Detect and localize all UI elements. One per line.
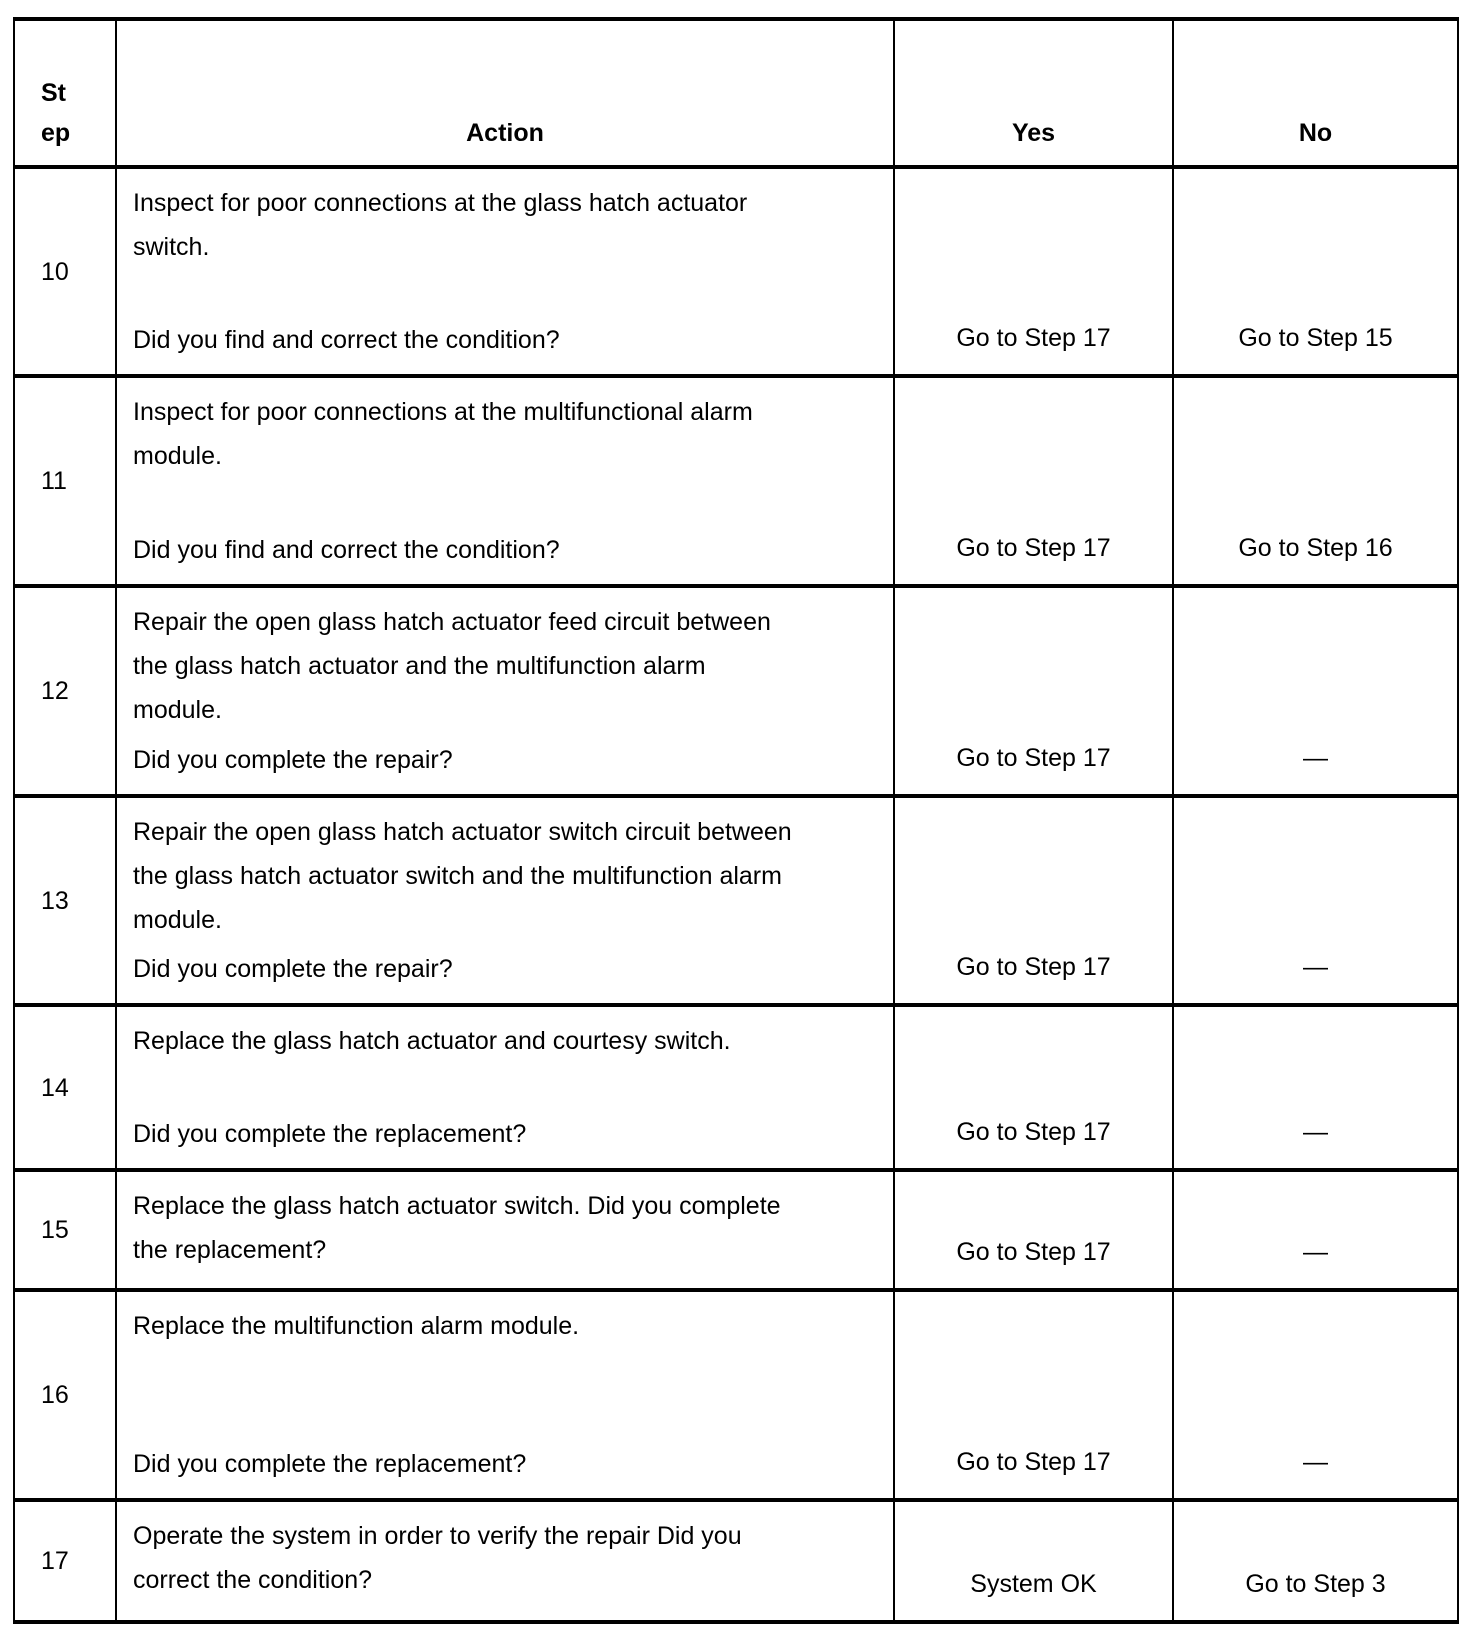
- yes-result: Go to Step 17: [894, 167, 1173, 376]
- no-result: —: [1173, 586, 1458, 796]
- header-yes: Yes: [894, 19, 1173, 167]
- step-number: 15: [14, 1170, 116, 1290]
- table-row: [14, 1500, 1458, 1622]
- yes-result: Go to Step 17: [894, 586, 1173, 796]
- yes-result: System OK: [894, 1500, 1173, 1622]
- action-text: Replace the glass hatch actuator switch. Did you complete the replacement?: [133, 1192, 781, 1264]
- table-row: [14, 796, 1458, 1005]
- step-number: 14: [14, 1005, 116, 1170]
- action-cell: [116, 586, 894, 796]
- no-result: —: [1173, 1005, 1458, 1170]
- action-question: Did you complete the replacement?: [133, 1450, 527, 1478]
- action-question: Did you complete the repair?: [133, 955, 453, 983]
- table-row: [14, 1005, 1458, 1170]
- header-row: [14, 19, 1458, 167]
- action-cell: [116, 1500, 894, 1622]
- yes-result: Go to Step 17: [894, 1005, 1173, 1170]
- step-number: 12: [14, 586, 116, 796]
- action-text: Inspect for poor connections at the multifunctional alarm module.: [133, 398, 753, 470]
- action-text: Replace the multifunction alarm module.: [133, 1312, 580, 1340]
- no-result: Go to Step 3: [1173, 1500, 1458, 1622]
- step-number: 10: [14, 167, 116, 376]
- action-cell: [116, 376, 894, 586]
- table-row: [14, 376, 1458, 586]
- action-question: Did you complete the repair?: [133, 746, 453, 774]
- yes-result: Go to Step 17: [894, 376, 1173, 586]
- header-action: Action: [116, 19, 894, 167]
- action-text: Operate the system in order to verify the repair Did you correct the condition?: [133, 1522, 742, 1594]
- table-row: [14, 1170, 1458, 1290]
- action-text: Repair the open glass hatch actuator feed circuit between the glass hatch actuator and the multifunction alarm module.: [133, 608, 771, 724]
- yes-result: Go to Step 17: [894, 796, 1173, 1005]
- yes-result: Go to Step 17: [894, 1170, 1173, 1290]
- step-number: 11: [14, 376, 116, 586]
- table-row: [14, 167, 1458, 376]
- yes-result: Go to Step 17: [894, 1290, 1173, 1500]
- step-number: 16: [14, 1290, 116, 1500]
- step-number: 17: [14, 1500, 116, 1622]
- no-result: Go to Step 16: [1173, 376, 1458, 586]
- no-result: —: [1173, 796, 1458, 1005]
- action-question: Did you find and correct the condition?: [133, 536, 560, 564]
- action-cell: [116, 167, 894, 376]
- step-number: 13: [14, 796, 116, 1005]
- action-question: Did you complete the replacement?: [133, 1120, 527, 1148]
- table-row: [14, 1290, 1458, 1500]
- no-result: —: [1173, 1290, 1458, 1500]
- no-result: Go to Step 15: [1173, 167, 1458, 376]
- header-no: No: [1173, 19, 1458, 167]
- header-step: St ep: [14, 19, 116, 167]
- action-text: Repair the open glass hatch actuator switch circuit between the glass hatch actuator switch and the multifunction alarm module.: [133, 818, 792, 934]
- action-cell: [116, 1005, 894, 1170]
- action-question: Did you find and correct the condition?: [133, 326, 560, 354]
- action-text: Inspect for poor connections at the glass hatch actuator switch.: [133, 189, 748, 261]
- action-cell: [116, 1170, 894, 1290]
- action-text: Replace the glass hatch actuator and courtesy switch.: [133, 1027, 731, 1055]
- table-row: [14, 586, 1458, 796]
- diagnostic-table: [13, 17, 1459, 1624]
- action-cell: [116, 796, 894, 1005]
- no-result: —: [1173, 1170, 1458, 1290]
- action-cell: [116, 1290, 894, 1500]
